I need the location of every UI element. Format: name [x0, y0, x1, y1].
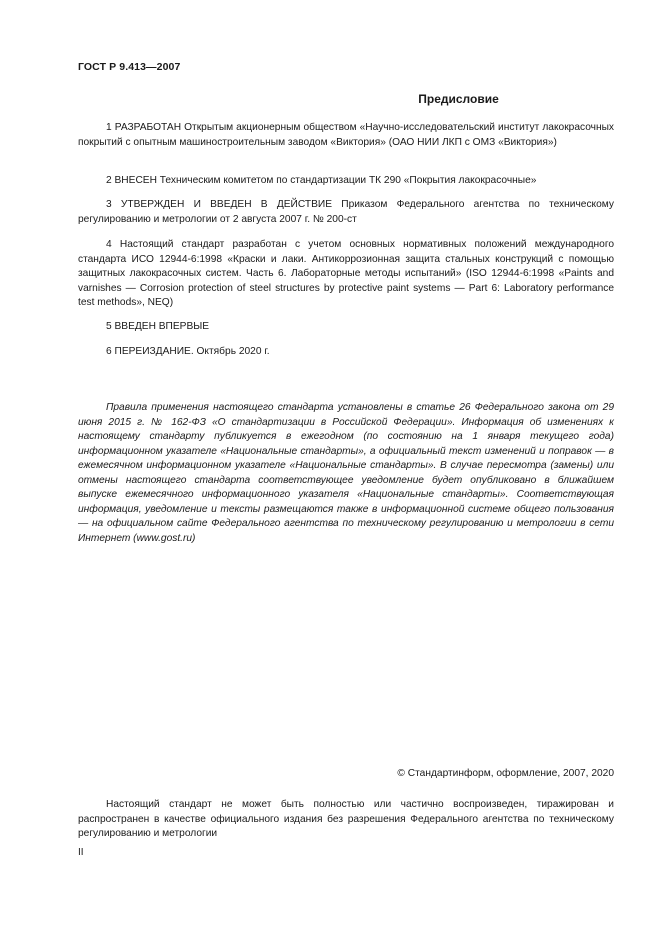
rules-notice [78, 401, 614, 546]
preface-item-4 [78, 238, 614, 311]
preface-item-text: 5 ВВЕДЕН ВПЕРВЫЕ [106, 321, 210, 332]
preface-item-6 [78, 345, 614, 360]
reproduction-notice [78, 798, 614, 842]
copyright: © Стандартинформ, оформление, 2007, 2020 [397, 768, 614, 779]
preface-item-text: 2 ВНЕСЕН Техническим комитетом по стандартизации ТК 290 «Покрытия лакокрасочные» [106, 175, 537, 186]
preface-title: Предисловие [418, 92, 499, 106]
reproduction-notice-text: Настоящий стандарт не может быть полностью или частично воспроизведен, тиражирован и распространен в качестве официального издания без разрешения Федерального агентства по техническому регулированию и метрологии [78, 799, 614, 839]
preface-item-text: 4 Настоящий стандарт разработан с учетом основных нормативных положений международного стандарта ИСО 12944-6:1998 «Краски и лаки. Антикоррозионная защита стальных конструкций с помощью защитных лакокрасочных систем. Часть 6. Лабораторные методы испытаний» (ISO 12944-6:1998 «Paints and varnishes — Corrosion protection of steel structures by protective paint systems — Part 6: Laboratory performance test methods», NEQ) [78, 239, 614, 308]
page-number: II [78, 847, 84, 858]
preface-item-text: 6 ПЕРЕИЗДАНИЕ. Октябрь 2020 г. [106, 346, 270, 357]
document-id: ГОСТ Р 9.413—2007 [78, 61, 181, 73]
preface-item-3 [78, 198, 614, 227]
preface-item-text: 3 УТВЕРЖДЕН И ВВЕДЕН В ДЕЙСТВИЕ Приказом Федерального агентства по техническому регулированию и метрологии от 2 августа 2007 г. № 200-ст [78, 199, 614, 225]
preface-item-2 [78, 174, 614, 189]
preface-item-text: 1 РАЗРАБОТАН Открытым акционерным обществом «Научно-исследовательский институт лакокрасочных покрытий с опытным машиностроительным заводом «Виктория» (ОАО НИИ ЛКП с ОМЗ «Виктория») [78, 122, 614, 148]
preface-item-1 [78, 121, 614, 150]
preface-item-5 [78, 320, 614, 335]
rules-notice-text: Правила применения настоящего стандарта установлены в статье 26 Федерального закона от 29 июня 2015 г. № 162-ФЗ «О стандартизации в Российской Федерации». Информация об изменениях к настоящему стандарту публикуется в ежегодном (по состоянию на 1 января текущего года) информационном указателе «Национальные стандарты», а официальный текст изменений и поправок — в ежемесячном информационном указателе «Национальные стандарты». В случае пересмотра (замены) или отмены настоящего стандарта соответствующее уведомление будет опубликовано в ближайшем выпуске ежемесячного информационного указателя «Национальные стандарты». Соответствующая информация, уведомление и тексты размещаются также в информационной системе общего пользования — на официальном сайте Федерального агентства по техническому регулированию и метрологии в сети Интернет (www.gost.ru) [78, 402, 614, 544]
